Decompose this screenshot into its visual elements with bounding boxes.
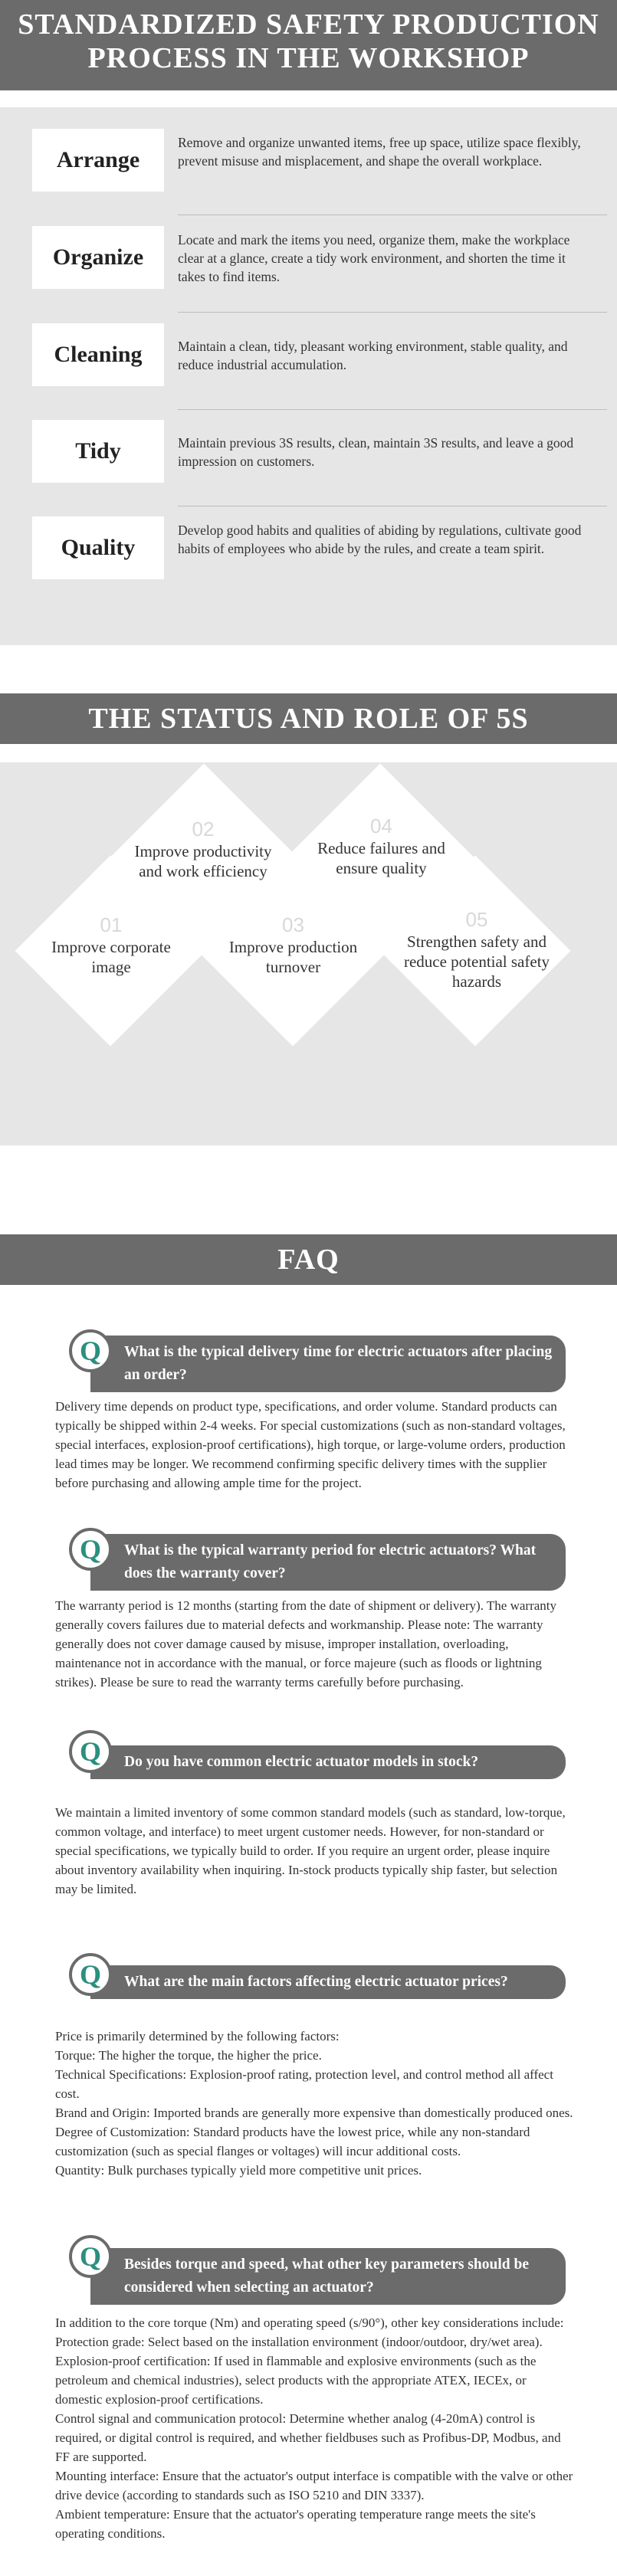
faq-answer-text: We maintain a limited inventory of some common standard models (such as standard, low-torque, common voltage, and interface) to meet urgent customer needs. However, for non-standard or special specifications, we typically build to order. If you require an urgent order, please inquire about inventory availability when inquiring. In-stock products typically ship faster, but selection may be limited.: [55, 1805, 566, 1896]
role-item-03: [222, 913, 364, 977]
role-item-02: [130, 818, 276, 881]
status-role-banner: THE STATUS AND ROLE OF 5S: [0, 693, 617, 744]
role-text: Strengthen safety and reduce potential safety hazards: [403, 932, 550, 991]
fives-title-box: Tidy: [32, 420, 164, 483]
roles-area: [0, 762, 617, 1145]
faq-answer: [55, 1397, 576, 1493]
fives-title-box: Organize: [32, 226, 164, 289]
fives-title-box: Arrange: [32, 129, 164, 192]
role-text: Reduce failures and ensure quality: [317, 839, 445, 877]
faq-list: [0, 1285, 617, 2572]
q-badge-icon: Q: [69, 1528, 112, 1571]
workshop-process-banner: [0, 0, 617, 90]
faq-answer-line: Mounting interface: Ensure that the actuator's output interface is compatible with the valve or other drive device (according to standards such as ISO 5210 and DIN 3337).: [55, 2469, 573, 2502]
role-item-05: [400, 908, 553, 991]
divider: [178, 312, 607, 313]
faq-answer-line: Quantity: Bulk purchases typically yield more competitive unit prices.: [55, 2163, 422, 2178]
faq-answer-line: Degree of Customization: Standard products have the lowest price, while any non-standard customization (such as special flanges or voltages) will incur additional costs.: [55, 2125, 530, 2158]
faq-question: Do you have common electric actuator models in stock?: [90, 1745, 566, 1779]
faq-answer-line: Ambient temperature: Ensure that the actuator's operating temperature range meets the site's operating conditions.: [55, 2507, 536, 2541]
faq-answer: [55, 2313, 576, 2543]
faq-answer-line: In addition to the core torque (Nm) and operating speed (s/90°), other key considerations include:: [55, 2315, 564, 2330]
faq-question: Besides torque and speed, what other key parameters should be considered when selecting an actuator?: [90, 2248, 566, 2305]
banner-title-line-1: STANDARDIZED SAFETY PRODUCTION: [18, 8, 599, 41]
fives-description: Develop good habits and qualities of abiding by regulations, cultivate good habits of employees who abide by the rules, and create a team spirit.: [178, 523, 582, 556]
faq-answer-line: Control signal and communication protocol: Determine whether analog (4-20mA) control is required, or digital control is required, and whether fieldbuses such as Profibus-DP, Modbus, and FF are supported.: [55, 2411, 561, 2464]
fives-title-box: Cleaning: [32, 323, 164, 386]
role-item-01: [38, 913, 184, 977]
fives-description: Maintain a clean, tidy, pleasant working environment, stable quality, and reduce industrial accumulation.: [178, 339, 568, 372]
faq-banner: FAQ: [0, 1234, 617, 1285]
q-badge-icon: Q: [69, 1953, 112, 1996]
role-number: 03: [282, 913, 304, 936]
faq-answer-text: The warranty period is 12 months (starting from the date of shipment or delivery). The warranty generally covers failures due to material defects and workmanship. Please note: The warranty generally does not cover damage caused by misuse, improper installation, overloading, maintenance not in accordance with the manual, or force majeure (such as floods or lightning strikes). Please be sure to read the warranty terms carefully before purchasing.: [55, 1598, 557, 1689]
faq-answer: [55, 1803, 576, 1899]
fives-panel: [0, 107, 617, 645]
faq-answer-line: Explosion-proof certification: If used in flammable and explosive environments (such as the petroleum and chemical industries), select products with the appropriate ATEX, IECEx, or domestic explosion-proof certifications.: [55, 2354, 537, 2407]
banner-title-line-2: PROCESS IN THE WORKSHOP: [87, 42, 530, 74]
fives-description: Locate and mark the items you need, organize them, make the workplace clear at a glance, create a tidy work environment, and shorten the time it takes to find items.: [178, 232, 570, 284]
role-text: Improve productivity and work efficiency: [134, 842, 272, 880]
faq-answer-line: Protection grade: Select based on the installation environment (indoor/outdoor, dry/wet area).: [55, 2335, 543, 2349]
role-number: 05: [465, 908, 488, 931]
q-badge-icon: Q: [69, 1329, 112, 1372]
divider: [178, 409, 607, 410]
fives-title-box: Quality: [32, 516, 164, 579]
faq-answer-text: Delivery time depends on product type, specifications, and order volume. Standard products can typically be shipped within 2-4 weeks. For special customizations (such as non-standard voltages, special interfaces, explosion-proof certifications), high torque, or large-volume orders, production lead times may be longer. We recommend confirming specific delivery times with the supplier before purchasing and allowing ample time for the project.: [55, 1399, 566, 1490]
faq-answer-line: Brand and Origin: Imported brands are generally more expensive than domestically produced ones.: [55, 2106, 573, 2120]
fives-description: Remove and organize unwanted items, free up space, utilize space flexibly, prevent misuse and misplacement, and shape the overall workplace.: [178, 135, 581, 169]
role-item-04: [310, 814, 452, 878]
role-text: Improve corporate image: [51, 938, 171, 976]
faq-answer-line: Technical Specifications: Explosion-proof rating, protection level, and control method all affect cost.: [55, 2067, 553, 2101]
role-number: 02: [192, 818, 215, 841]
role-number: 04: [370, 814, 392, 837]
faq-answer: [55, 2027, 576, 2180]
role-text: Improve production turnover: [228, 938, 358, 976]
faq-answer-line: Torque: The higher the torque, the higher the price.: [55, 2048, 322, 2063]
role-number: 01: [100, 913, 123, 936]
faq-question: What is the typical warranty period for electric actuators? What does the warranty cover?: [90, 1534, 566, 1591]
fives-description: Maintain previous 3S results, clean, maintain 3S results, and leave a good impression on customers.: [178, 435, 574, 469]
faq-question: What are the main factors affecting electric actuator prices?: [90, 1965, 566, 1999]
q-badge-icon: Q: [69, 1730, 112, 1773]
faq-answer: [55, 1596, 576, 1692]
faq-answer-line: Price is primarily determined by the following factors:: [55, 2029, 340, 2043]
q-badge-icon: Q: [69, 2235, 112, 2278]
faq-question: What is the typical delivery time for electric actuators after placing an order?: [90, 1336, 566, 1392]
